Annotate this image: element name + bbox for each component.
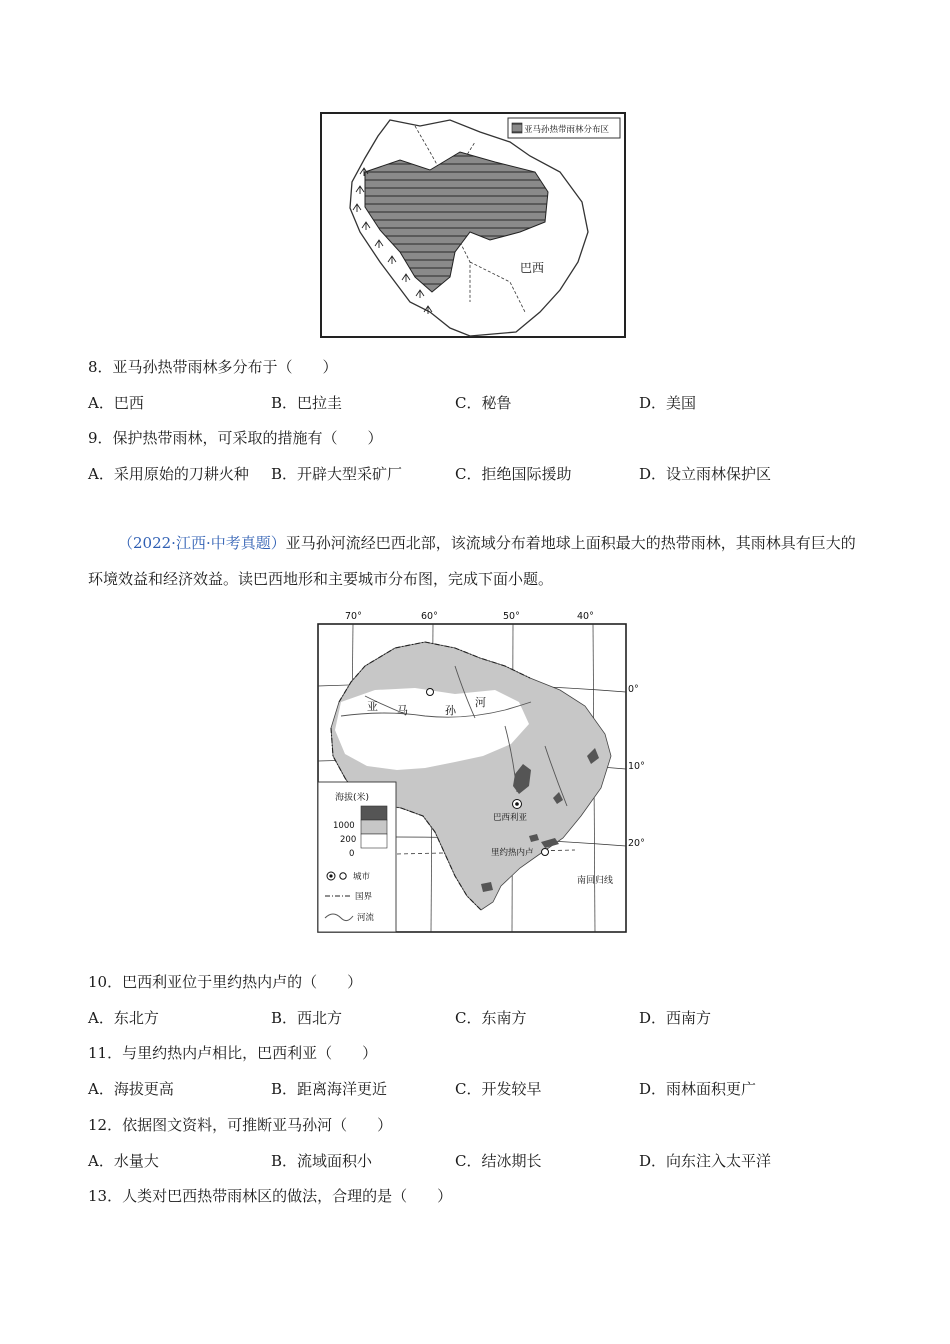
tropic-label: 南回归线 bbox=[577, 876, 614, 886]
question-12-option-c[interactable]: C．结冰期长 bbox=[455, 1152, 542, 1170]
question-12-stem: 12．依据图文资料，可推断亚马孙河（ ） bbox=[88, 1116, 393, 1134]
question-11-option-a[interactable]: A．海拔更高 bbox=[88, 1080, 174, 1098]
reading-passage bbox=[88, 525, 863, 597]
river-char-2: 马 bbox=[397, 704, 408, 717]
question-13-stem: 13．人类对巴西热带雨林区的做法，合理的是（ ） bbox=[88, 1187, 453, 1205]
legend-item-city: 城市 bbox=[353, 872, 371, 882]
question-9-option-b[interactable]: B．开辟大型采矿厂 bbox=[271, 465, 403, 483]
question-9-option-c[interactable]: C．拒绝国际援助 bbox=[455, 465, 572, 483]
question-9-option-a[interactable]: A．采用原始的刀耕火种 bbox=[88, 465, 249, 483]
legend-level-200: 200 bbox=[340, 835, 357, 845]
lat-label-20: 20° bbox=[628, 838, 645, 849]
legend-title: 海拔(米) bbox=[335, 793, 370, 803]
lat-label-0: 0° bbox=[628, 684, 639, 695]
lat-label-10: 10° bbox=[628, 761, 645, 772]
city-rio-label: 里约热内卢 bbox=[491, 848, 534, 858]
map1-legend: 亚马孙热带雨林分布区 bbox=[524, 125, 610, 135]
passage-source: （2022·江西·中考真题） bbox=[118, 534, 286, 552]
map1-country-label: 巴西 bbox=[520, 261, 545, 275]
passage-text: 亚马孙河流经巴西北部，该流域分布着地球上面积最大的热带雨林，其雨林具有巨大的环境效益和经济效益。读巴西地形和主要城市分布图，完成下面小题。 bbox=[88, 534, 856, 588]
question-10-option-b[interactable]: B．西北方 bbox=[271, 1009, 343, 1027]
question-8-stem: 8．亚马孙热带雨林多分布于（ ） bbox=[88, 358, 338, 376]
question-9-option-d[interactable]: D．设立雨林保护区 bbox=[639, 465, 772, 483]
lon-label-70: 70° bbox=[345, 611, 362, 622]
legend-item-river: 河流 bbox=[357, 913, 375, 923]
river-char-4: 河 bbox=[475, 696, 486, 709]
question-10-option-d[interactable]: D．西南方 bbox=[639, 1009, 712, 1027]
river-char-3: 孙 bbox=[445, 704, 456, 717]
question-8-option-b[interactable]: B．巴拉圭 bbox=[271, 394, 343, 412]
question-10-option-c[interactable]: C．东南方 bbox=[455, 1009, 527, 1027]
lon-label-60: 60° bbox=[421, 611, 438, 622]
river-char-1: 亚 bbox=[367, 700, 378, 713]
lon-label-50: 50° bbox=[503, 611, 520, 622]
city-brasilia-label: 巴西利亚 bbox=[493, 813, 528, 823]
legend-level-0: 0 bbox=[349, 849, 355, 859]
question-10-option-a[interactable]: A．东北方 bbox=[88, 1009, 159, 1027]
brazil-terrain-map bbox=[305, 606, 645, 936]
question-12-option-b[interactable]: B．流域面积小 bbox=[271, 1152, 373, 1170]
question-11-stem: 11．与里约热内卢相比，巴西利亚（ ） bbox=[88, 1044, 378, 1062]
question-8-option-d[interactable]: D．美国 bbox=[639, 394, 697, 412]
question-8-option-a[interactable]: A．巴西 bbox=[88, 394, 144, 412]
question-9-stem: 9．保护热带雨林，可采取的措施有（ ） bbox=[88, 429, 383, 447]
lon-label-40: 40° bbox=[577, 611, 594, 622]
question-12-option-d[interactable]: D．向东注入太平洋 bbox=[639, 1152, 772, 1170]
question-11-option-d[interactable]: D．雨林面积更广 bbox=[639, 1080, 757, 1098]
legend-item-border: 国界 bbox=[355, 892, 373, 902]
question-11-option-c[interactable]: C．开发较早 bbox=[455, 1080, 542, 1098]
question-10-stem: 10．巴西利亚位于里约热内卢的（ ） bbox=[88, 973, 363, 991]
question-8-option-c[interactable]: C．秘鲁 bbox=[455, 394, 512, 412]
legend-level-1000: 1000 bbox=[333, 821, 355, 831]
question-11-option-b[interactable]: B．距离海洋更近 bbox=[271, 1080, 388, 1098]
amazon-rainforest-map bbox=[320, 112, 626, 338]
question-12-option-a[interactable]: A．水量大 bbox=[88, 1152, 159, 1170]
